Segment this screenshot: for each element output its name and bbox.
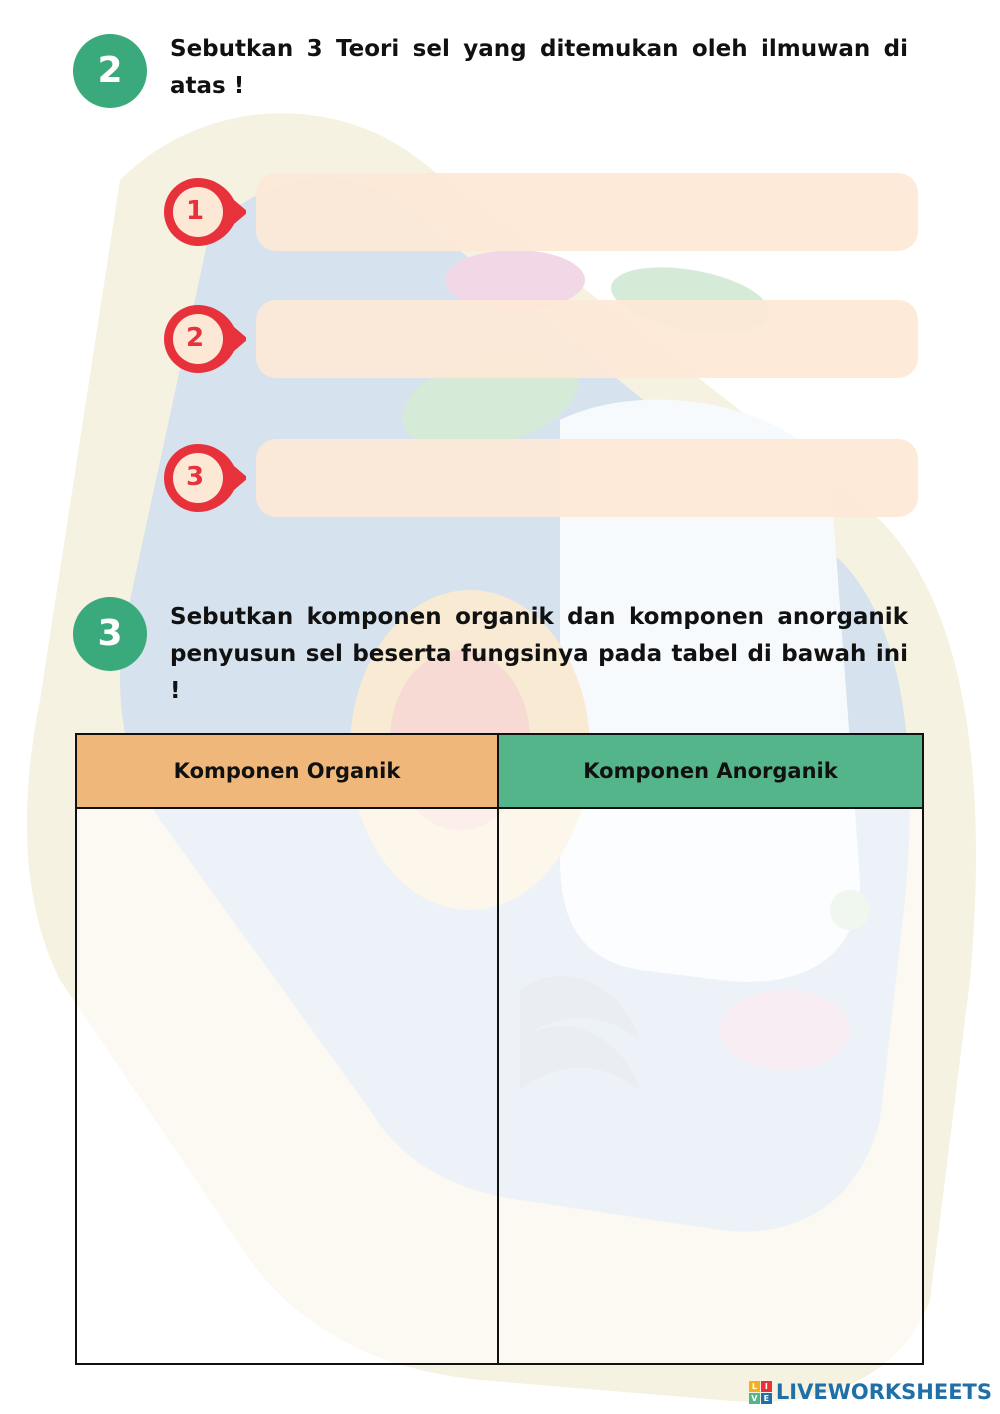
answer-number: 3 [185,462,205,492]
answer-row-1 [160,173,920,251]
question-number: 3 [97,613,123,654]
question-text: Sebutkan komponen organik dan komponen anorganik penyusun sel beserta fungsinya pada tabel di bawah ini ! [170,604,908,704]
component-table [75,733,924,1365]
question-number-badge [73,34,147,108]
answer-input-1[interactable] [256,173,918,251]
question-number-badge [73,597,147,671]
answer-row-3 [160,439,920,517]
header-komponen-anorganik: Komponen Anorganik [498,734,923,808]
answer-input-3[interactable] [256,439,918,517]
answer-cell-organik[interactable] [76,808,498,1364]
answer-number: 2 [185,323,205,353]
answer-input-2[interactable] [256,300,918,378]
answer-row-2 [160,300,920,378]
answer-cell-anorganik[interactable] [498,808,923,1364]
answer-number: 1 [185,196,205,226]
header-komponen-organik: Komponen Organik [76,734,498,808]
liveworksheets-logo-icon: L I V E [749,1381,772,1404]
question-number: 2 [97,50,123,91]
liveworksheets-logo [749,1378,992,1406]
question-text: Sebutkan 3 Teori sel yang ditemukan oleh ilmuwan di atas ! [170,36,908,99]
logo-text: LIVEWORKSHEETS [775,1380,992,1404]
